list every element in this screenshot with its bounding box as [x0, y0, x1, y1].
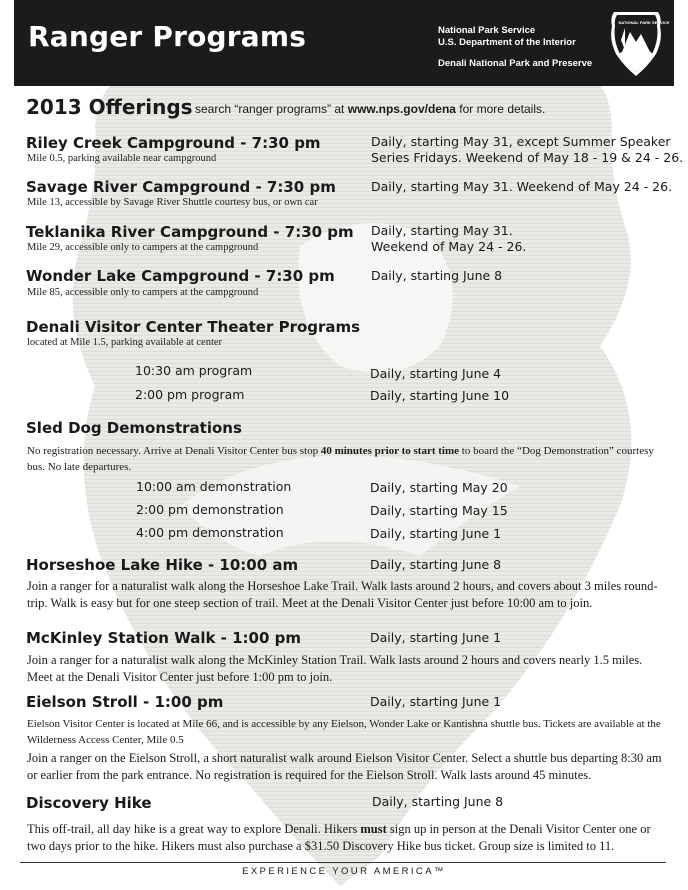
theater-title: Denali Visitor Center Theater Programs [26, 318, 361, 336]
sled-desc-post: to board the “Dog Demonstration” courtesy bus. No late departures. [27, 445, 654, 473]
discovery-desc-post: sign up in person at the Denali Visitor Center one or two days prior to the hike. Hikers must also purchase a $31.50 Discovery Hike bus ticket. Group size is limited to 11. [27, 822, 651, 853]
campground-sub-riley: Mile 0.5, parking available near campground [27, 153, 217, 164]
sled-schedule-1: Daily, starting May 20 [370, 480, 508, 495]
campground-sub-wonder: Mile 85, accessible only to campers at the campground [27, 287, 259, 298]
nps-arrowhead-icon [608, 10, 670, 78]
sled-time-3: 4:00 pm demonstration [136, 525, 284, 540]
offerings-note [195, 102, 545, 116]
discovery-schedule: Daily, starting June 8 [372, 794, 504, 809]
discovery-desc-pre: This off-trail, all day hike is a great way to explore Denali. Hikers [27, 822, 361, 836]
theater-time-2: 2:00 pm program [135, 387, 245, 402]
schedule-teklanika-1: Daily, starting May 31. [371, 223, 513, 238]
eielson-schedule: Daily, starting June 1 [370, 694, 502, 709]
sled-desc-bold: 40 minutes prior to start time [320, 445, 460, 457]
horseshoe-description: Join a ranger for a naturalist walk along the Horseshoe Lake Trail. Walk lasts around 2 hours, and covers about 3 miles round-trip. Walk is easy but for one steep section of trail. Meet at the Denali Visitor Center just before 10:00 am to join. [27, 579, 658, 610]
campground-sub-teklanika: Mile 29, accessible only to campers at the campground [27, 242, 259, 253]
horseshoe-schedule: Daily, starting June 8 [370, 557, 502, 572]
eielson-description: Join a ranger on the Eielson Stroll, a short naturalist walk around Eielson Visitor Center. Select a shuttle bus departing 8:30 am or earlier from the park entrance. No registration is required for the Eielson Stroll. Walk lasts around 45 minutes. [27, 751, 662, 782]
schedule-riley-2: Series Fridays. Weekend of May 18 - 19 & 24 - 26. [371, 150, 684, 165]
discovery-desc-bold: must [360, 822, 387, 836]
theater-schedule-2: Daily, starting June 10 [370, 388, 510, 403]
theater-schedule-1: Daily, starting June 4 [370, 366, 502, 381]
eielson-title: Eielson Stroll - 1:00 pm [26, 693, 224, 711]
sled-time-2: 2:00 pm demonstration [136, 502, 284, 517]
discovery-title: Discovery Hike [26, 794, 152, 812]
campground-title-savage: Savage River Campground - 7:30 pm [26, 178, 336, 196]
park-name: Denali National Park and Preserve [438, 58, 593, 69]
offerings-title: 2013 Offerings [26, 95, 193, 119]
mckinley-title: McKinley Station Walk - 1:00 pm [26, 629, 302, 647]
sled-schedule-2: Daily, starting May 15 [370, 503, 508, 518]
footer-divider [20, 862, 666, 863]
schedule-riley-1: Daily, starting May 31, except Summer Speaker [371, 134, 671, 149]
schedule-savage: Daily, starting May 31. Weekend of May 24 - 26. [371, 179, 673, 194]
footer-tagline: EXPERIENCE YOUR AMERICA™ [242, 866, 446, 877]
campground-sub-savage: Mile 13, accessible by Savage River Shuttle courtesy bus, or own car [27, 197, 318, 208]
eielson-note: Eielson Visitor Center is located at Mile 66, and is accessible by any Eielson, Wonder Lake or Kantishna shuttle bus. Tickets are available at the Wilderness Access Center, Mile 0.5 [27, 718, 661, 746]
schedule-wonder: Daily, starting June 8 [371, 268, 503, 283]
sled-title: Sled Dog Demonstrations [26, 419, 242, 437]
page-title: Ranger Programs [28, 20, 307, 53]
sled-description [27, 443, 663, 475]
sled-desc-pre: No registration necessary. Arrive at Denali Visitor Center bus stop [27, 445, 321, 457]
theater-sub: located at Mile 1.5, parking available at center [27, 337, 223, 348]
agency-name: National Park Service [438, 25, 536, 36]
note-text: search “ranger programs” at [195, 102, 348, 116]
theater-time-1: 10:30 am program [135, 363, 253, 378]
campground-title-wonder: Wonder Lake Campground - 7:30 pm [26, 267, 335, 285]
campground-title-riley: Riley Creek Campground - 7:30 pm [26, 134, 321, 152]
note-text-end: for more details. [455, 102, 546, 116]
agency-block [438, 25, 576, 49]
mckinley-description: Join a ranger for a naturalist walk along the McKinley Station Trail. Walk lasts around 2 hours and covers nearly 1.5 miles. Meet at the Denali Visitor Center just before 1:00 pm to join. [27, 653, 643, 684]
sled-schedule-3: Daily, starting June 1 [370, 526, 502, 541]
schedule-teklanika-2: Weekend of May 24 - 26. [371, 239, 527, 254]
website-link[interactable]: www.nps.gov/dena [347, 102, 456, 116]
campground-title-teklanika: Teklanika River Campground - 7:30 pm [26, 223, 354, 241]
horseshoe-title: Horseshoe Lake Hike - 10:00 am [26, 556, 299, 574]
mckinley-schedule: Daily, starting June 1 [370, 630, 502, 645]
department-name: U.S. Department of the Interior [438, 37, 576, 48]
logo-text: NATIONAL PARK SERVICE [618, 20, 670, 25]
header-bar [14, 0, 674, 86]
discovery-description [27, 821, 667, 855]
sled-time-1: 10:00 am demonstration [136, 479, 292, 494]
